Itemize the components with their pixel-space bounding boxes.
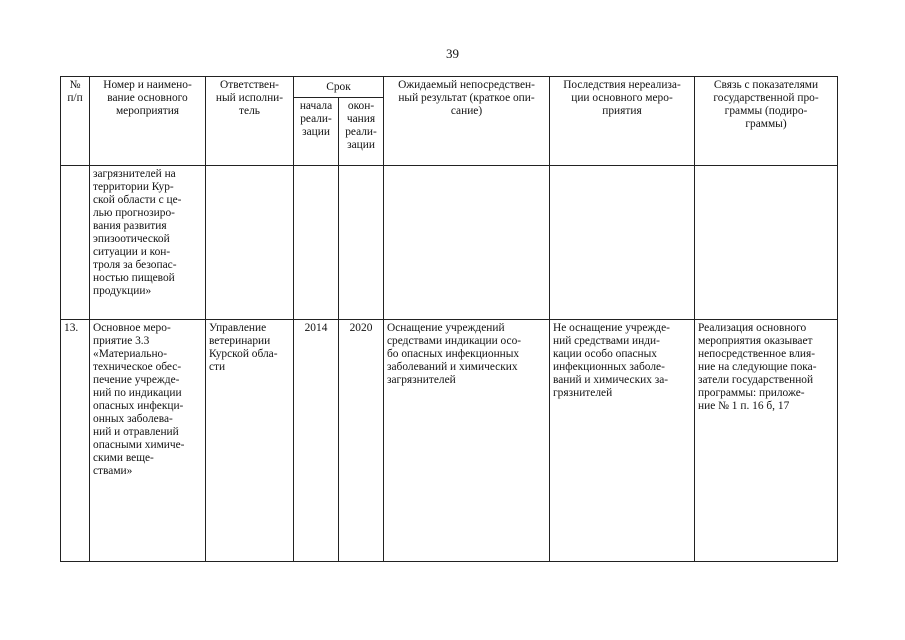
row-link: Реализация основного мероприятия оказывает непосредственное влия- ние на следующие пока- затели государственной программы: приложе- ние № 1 п. 16 б, 17	[695, 320, 838, 562]
row-result	[384, 166, 550, 320]
header-consequences: Последствия нереализа- ции основного меро- приятия	[550, 77, 695, 166]
page-number: 39	[446, 46, 459, 61]
row-link	[695, 166, 838, 320]
row-responsible	[206, 166, 294, 320]
header-responsible: Ответствен- ный исполни- тель	[206, 77, 294, 166]
table-row	[61, 320, 838, 562]
row-name: Основное меро- приятие 3.3 «Материально- техническое обес- печение учрежде- ний по индикации опасных инфекци- онных заболева- ний и отравлений опасными химиче- скими веще- ствами»	[90, 320, 206, 562]
row-num: 13.	[61, 320, 90, 562]
row-end: 2020	[339, 320, 384, 562]
header-end: окон- чания реали- зации	[339, 98, 384, 166]
row-consequences	[550, 166, 695, 320]
row-start	[294, 166, 339, 320]
header-term: Срок	[294, 77, 384, 98]
header-name: Номер и наимено- вание основного мероприятия	[90, 77, 206, 166]
row-start: 2014	[294, 320, 339, 562]
row-num	[61, 166, 90, 320]
table-row	[61, 166, 838, 320]
header-start: начала реали- зации	[294, 98, 339, 166]
header-row	[61, 77, 838, 98]
measures-table	[60, 76, 838, 562]
header-result: Ожидаемый непосредствен- ный результат (краткое опи- сание)	[384, 77, 550, 166]
row-name: загрязнителей на территории Кур- ской области с це- лью прогнозиро- вания развития эпизоотической ситуации и кон- троля за безопас- ностью пищевой продукции»	[90, 166, 206, 320]
row-consequences: Не оснащение учрежде- ний средствами инди- кации особо опасных инфекционных заболе- ваний и химических за- грязнителей	[550, 320, 695, 562]
row-result: Оснащение учреждений средствами индикации осо- бо опасных инфекционных заболеваний и химических загрязнителей	[384, 320, 550, 562]
row-responsible: Управление ветеринарии Курской обла- сти	[206, 320, 294, 562]
row-end	[339, 166, 384, 320]
header-link: Связь с показателями государственной про- граммы (подиро- граммы)	[695, 77, 838, 166]
header-num: № п/п	[61, 77, 90, 166]
